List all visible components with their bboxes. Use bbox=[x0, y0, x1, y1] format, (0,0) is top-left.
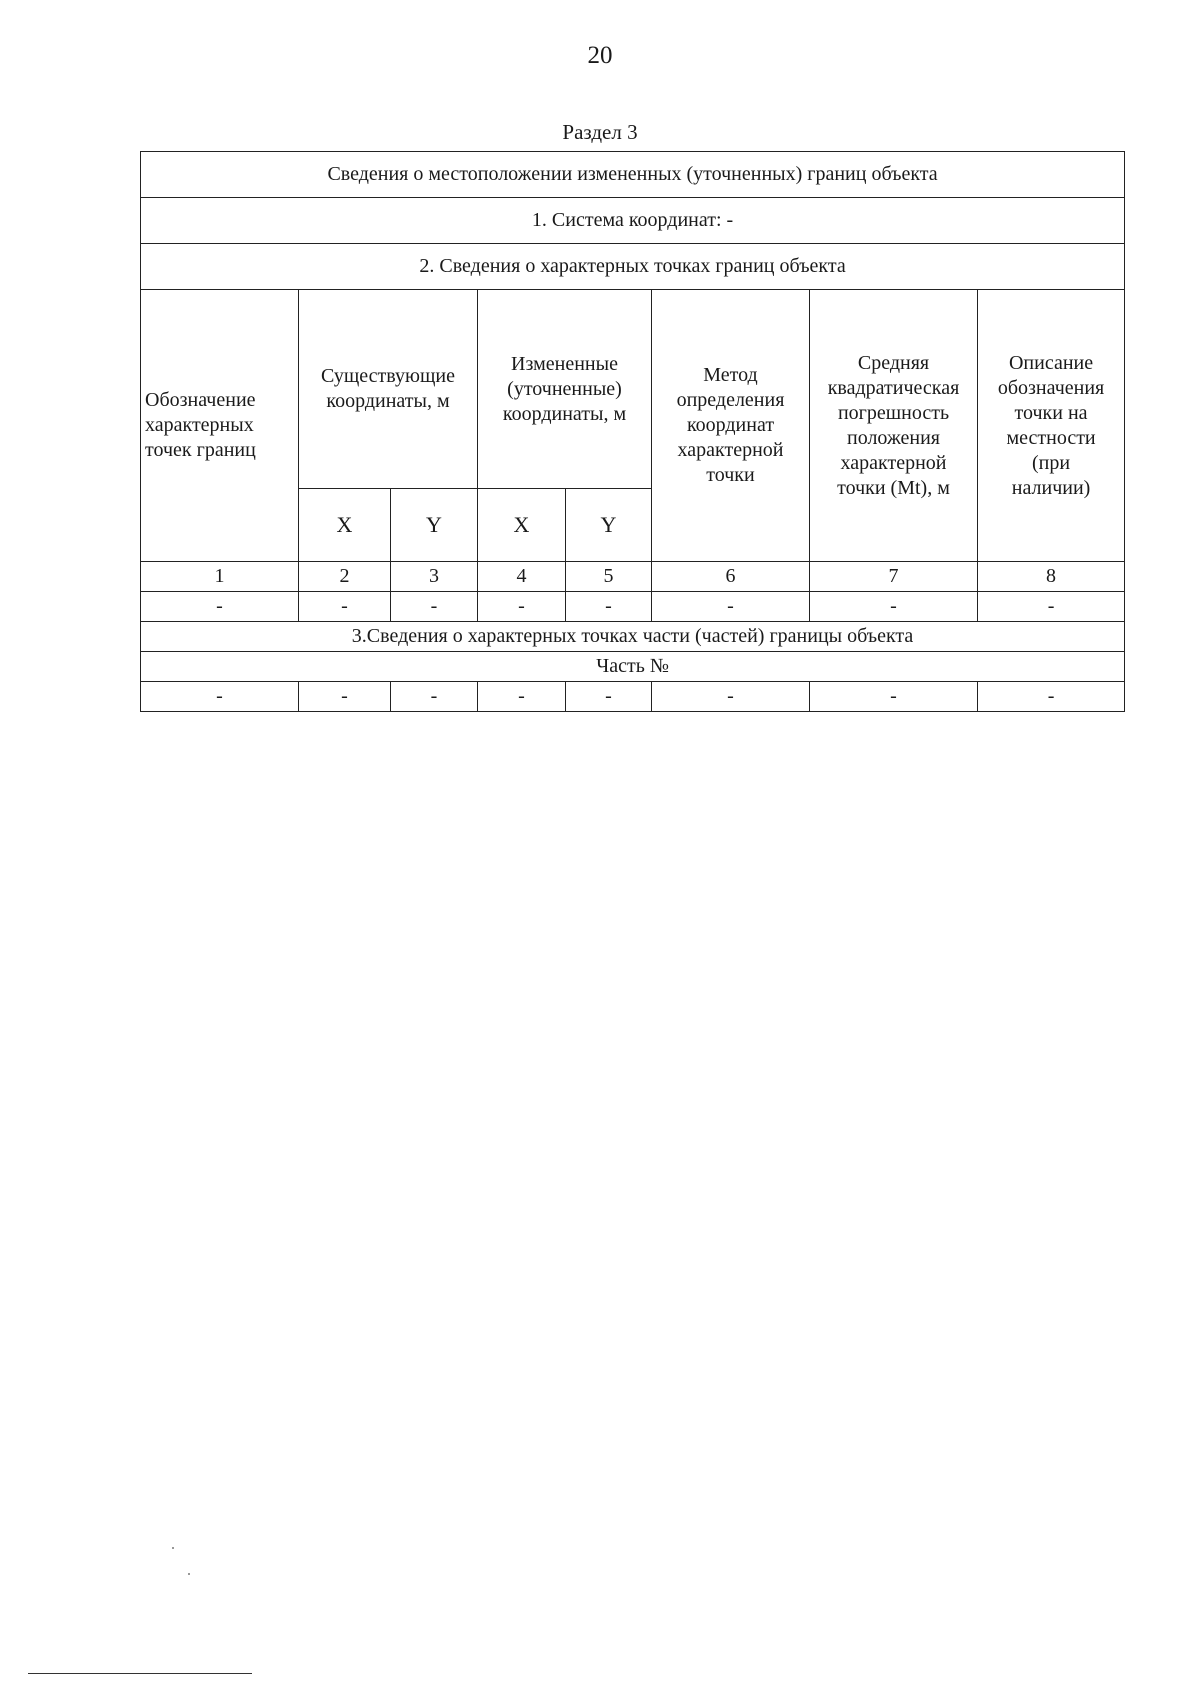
header-error: Средняя квадратическая погрешность положения характерной точки (Mt), м bbox=[810, 290, 978, 562]
page-number: 20 bbox=[587, 42, 613, 69]
table-cell: - bbox=[391, 592, 478, 622]
table-title-row bbox=[141, 152, 1125, 198]
coord-system: 1. Система координат: - bbox=[141, 198, 1125, 244]
boundary-table bbox=[140, 151, 1125, 712]
table-row bbox=[141, 682, 1125, 712]
header-designation: Обозначение характерных точек границ bbox=[141, 290, 299, 562]
table-title: Сведения о местоположении измененных (уточненных) границ объекта bbox=[141, 152, 1125, 198]
points-title-row bbox=[141, 244, 1125, 290]
table-cell: - bbox=[810, 682, 978, 712]
column-number: 3 bbox=[391, 562, 478, 592]
table-row bbox=[141, 592, 1125, 622]
header-description: Описание обозначения точки на местности (при наличии) bbox=[978, 290, 1125, 562]
column-number: 1 bbox=[141, 562, 299, 592]
parts-title-row bbox=[141, 622, 1125, 652]
table-cell: - bbox=[810, 592, 978, 622]
table-cell: - bbox=[141, 682, 299, 712]
column-number: 8 bbox=[978, 562, 1125, 592]
header-changed-y: Y bbox=[566, 489, 652, 562]
part-label-row bbox=[141, 652, 1125, 682]
header-row bbox=[141, 290, 1125, 489]
table-cell: - bbox=[478, 592, 566, 622]
coord-system-row bbox=[141, 198, 1125, 244]
table-cell: - bbox=[652, 592, 810, 622]
parts-title: 3.Сведения о характерных точках части (частей) границы объекта bbox=[141, 622, 1125, 652]
header-method: Метод определения координат характерной точки bbox=[652, 290, 810, 562]
column-number: 2 bbox=[299, 562, 391, 592]
table-cell: - bbox=[478, 682, 566, 712]
table-cell: - bbox=[652, 682, 810, 712]
header-existing-y: Y bbox=[391, 489, 478, 562]
column-number: 4 bbox=[478, 562, 566, 592]
header-changed-x: X bbox=[478, 489, 566, 562]
table-cell: - bbox=[141, 592, 299, 622]
table-cell: - bbox=[299, 592, 391, 622]
scan-speck bbox=[172, 1547, 174, 1549]
column-number: 6 bbox=[652, 562, 810, 592]
table-cell: - bbox=[566, 682, 652, 712]
column-numbers-row bbox=[141, 562, 1125, 592]
scan-speck bbox=[188, 1573, 190, 1575]
column-number: 5 bbox=[566, 562, 652, 592]
column-number: 7 bbox=[810, 562, 978, 592]
part-label: Часть № bbox=[141, 652, 1125, 682]
footnote-rule bbox=[28, 1673, 252, 1674]
header-existing-coords: Существующие координаты, м bbox=[299, 290, 478, 489]
header-existing-x: X bbox=[299, 489, 391, 562]
header-changed-coords: Измененные (уточненные) координаты, м bbox=[478, 290, 652, 489]
table-cell: - bbox=[391, 682, 478, 712]
table-cell: - bbox=[566, 592, 652, 622]
table-cell: - bbox=[978, 592, 1125, 622]
points-title: 2. Сведения о характерных точках границ объекта bbox=[141, 244, 1125, 290]
table-cell: - bbox=[978, 682, 1125, 712]
table-cell: - bbox=[299, 682, 391, 712]
section-title: Раздел 3 bbox=[562, 120, 638, 144]
